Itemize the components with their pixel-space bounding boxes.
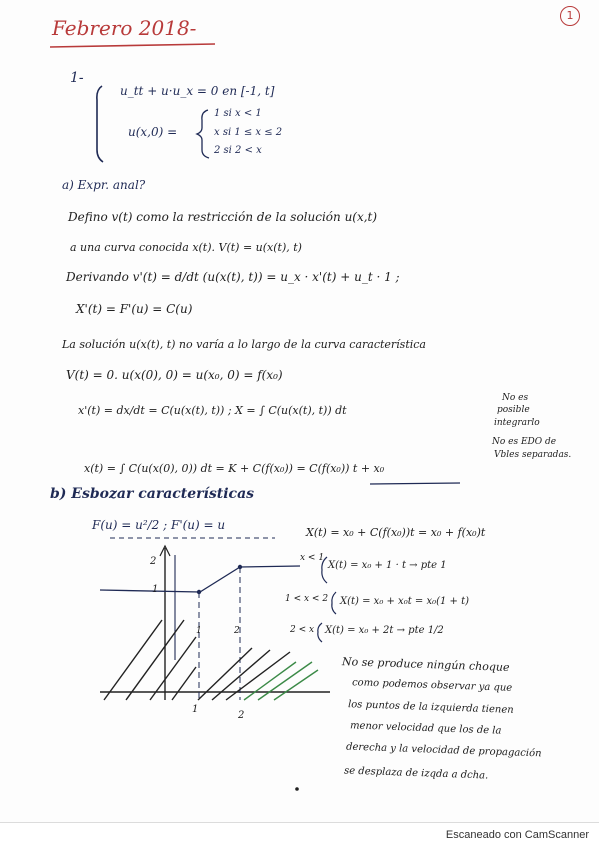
graph-label-t2: 2 (150, 556, 157, 567)
characteristic-equation: X(t) = x₀ + C(f(x₀))t = x₀ + f(x₀)t (306, 526, 486, 539)
conclusion-line: se desplaza de izqda a dcha. (343, 765, 489, 782)
conclusion-line: como podemos observar ya que (351, 677, 513, 694)
case-condition: x < 1 (300, 553, 325, 563)
initial-condition-curve (100, 566, 300, 592)
text-line: V(t) = 0. u(x(0), 0) = u(x₀, 0) = f(x₀) (66, 368, 283, 382)
case-line: x si 1 ≤ x ≤ 2 (214, 127, 283, 138)
text-line: X'(t) = F'(u) = C(u) (76, 302, 193, 316)
problem-equation: u_tt + u·u_x = 0 en [-1, t] (120, 84, 275, 98)
text-line: a una curva conocida x(t). V(t) = u(x(t), t) (70, 241, 302, 254)
conclusion-line: No se produce ningún choque (341, 655, 510, 674)
conclusion-line: menor velocidad que los de la (349, 720, 502, 737)
case-result: X(t) = x₀ + 2t → pte 1/2 (325, 625, 444, 636)
case-condition: 2 < x (290, 625, 315, 635)
text-line: La solución u(x(t), t) no varía a lo largo de la curva característica (62, 338, 426, 351)
cases-brace (197, 110, 209, 158)
case-line: 2 si 2 < x (214, 145, 262, 156)
conclusion-line: los puntos de la izquierda tienen (347, 699, 514, 716)
side-note: integrarlo (494, 418, 540, 428)
graph-label-upper2: 2 (234, 626, 240, 636)
flux-line: F(u) = u²/2 ; F'(u) = u (92, 518, 226, 532)
text-line: Derivando v'(t) = d/dt (u(x(t), t)) = u_x · x'(t) + u_t · 1 ; (66, 270, 400, 284)
case-brace-3 (318, 623, 322, 642)
result-underline (370, 483, 460, 484)
char-line (258, 662, 312, 700)
page-number-badge: 1 (560, 6, 580, 26)
ink-dot (295, 787, 299, 791)
text-line: Defino v(t) como la restricción de la solución u(x,t) (68, 210, 378, 224)
case-result: X(t) = x₀ + x₀t = x₀(1 + t) (340, 596, 470, 607)
case-result: X(t) = x₀ + 1 · t → pte 1 (328, 560, 447, 571)
side-note: Vbles separadas. (494, 450, 572, 460)
side-note: No es EDO de (492, 437, 557, 447)
part-a-heading: a) Expr. anal? (62, 178, 146, 192)
case-condition: 1 < x < 2 (285, 594, 329, 604)
graph-label-t1: 1 (152, 584, 159, 595)
initial-condition-label: u(x,0) = (128, 125, 178, 139)
side-note: posible (497, 405, 530, 415)
char-line (226, 652, 290, 700)
conclusion-line: derecha y la velocidad de propagación (345, 741, 542, 760)
case-brace-2 (332, 592, 336, 614)
part-b-heading: b) Esbozar características (50, 486, 255, 502)
char-line (172, 667, 196, 700)
char-line (104, 620, 162, 700)
page-title: Febrero 2018- (52, 16, 197, 40)
scanner-footer (0, 822, 599, 848)
char-line (150, 637, 196, 700)
graph-label-x2: 2 (238, 710, 245, 721)
title-underline (50, 44, 215, 47)
char-line (274, 670, 318, 700)
graph-label-x1: 1 (192, 704, 199, 715)
graph-label-upper1: 1 (196, 626, 202, 636)
case-line: 1 si x < 1 (214, 108, 262, 119)
problem-number: 1- (70, 70, 84, 86)
footer-text: Escaneado con CamScanner (445, 829, 589, 841)
side-note: No es (502, 393, 529, 403)
problem-brace (97, 86, 103, 162)
text-line: x'(t) = dx/dt = C(u(x(t), t)) ; X = ∫ C(u(x(t), t)) dt (78, 404, 347, 417)
text-line: x(t) = ∫ C(u(x(0), 0)) dt = K + C(f(x₀)) = C(f(x₀)) t + x₀ (84, 462, 385, 475)
